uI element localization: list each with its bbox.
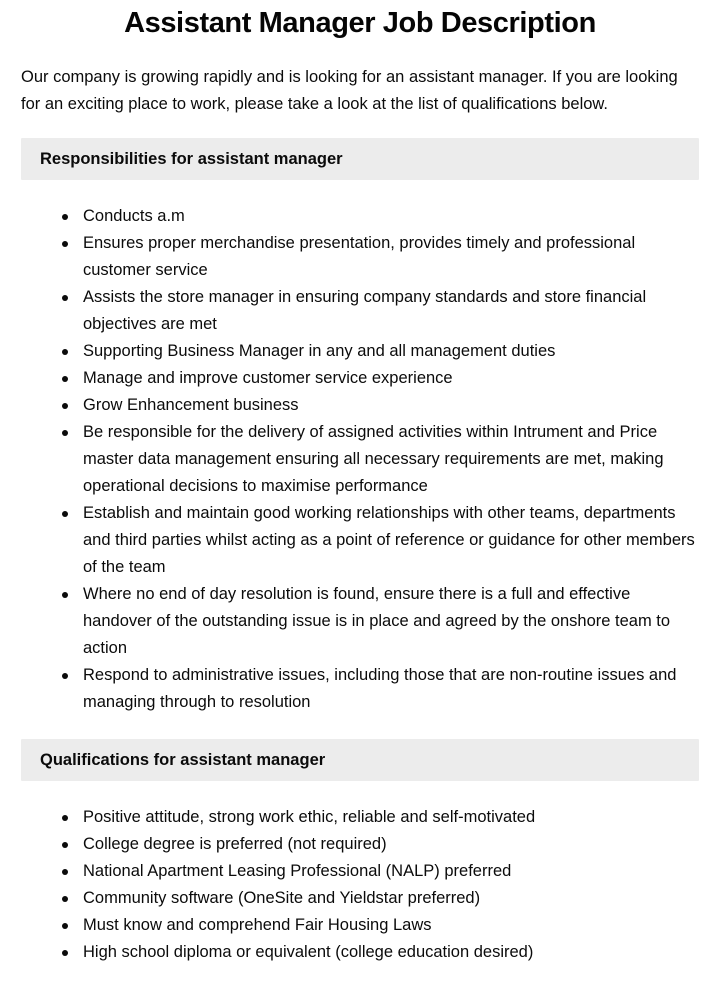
responsibilities-item: Manage and improve customer service experience (62, 365, 699, 392)
responsibilities-item: Where no end of day resolution is found, ensure there is a full and effective handover of the outstanding issue is in place and agreed by the onshore team to action (62, 581, 699, 662)
responsibilities-heading: Responsibilities for assistant manager (40, 149, 343, 168)
qualifications-item: Positive attitude, strong work ethic, reliable and self-motivated (62, 804, 699, 831)
intro-paragraph: Our company is growing rapidly and is looking for an assistant manager. If you are looking for an exciting place to work, please take a look at the list of qualifications below. (21, 68, 678, 113)
responsibilities-item: Respond to administrative issues, including those that are non-routine issues and managing through to resolution (62, 662, 699, 716)
responsibilities-list (21, 203, 699, 716)
qualifications-list (21, 804, 699, 966)
responsibilities-item: Ensures proper merchandise presentation, provides timely and professional customer service (62, 230, 699, 284)
qualifications-item: Must know and comprehend Fair Housing Laws (62, 912, 699, 939)
section-header-qualifications (21, 739, 699, 781)
responsibilities-item: Establish and maintain good working relationships with other teams, departments and third parties whilst acting as a point of reference or guidance for other members of the team (62, 500, 699, 581)
responsibilities-item: Supporting Business Manager in any and all management duties (62, 338, 699, 365)
qualifications-item: High school diploma or equivalent (college education desired) (62, 939, 699, 966)
responsibilities-item: Be responsible for the delivery of assigned activities within Intrument and Price master data management ensuring all necessary requirements are met, making operational decisions to maximise performance (62, 419, 699, 500)
responsibilities-item: Conducts a.m (62, 203, 699, 230)
page-title: Assistant Manager Job Description (124, 7, 596, 39)
qualifications-heading: Qualifications for assistant manager (40, 750, 326, 769)
section-header-responsibilities (21, 138, 699, 180)
responsibilities-item: Grow Enhancement business (62, 392, 699, 419)
qualifications-item: National Apartment Leasing Professional (NALP) preferred (62, 858, 699, 885)
responsibilities-item: Assists the store manager in ensuring company standards and store financial objectives are met (62, 284, 699, 338)
qualifications-item: College degree is preferred (not required) (62, 831, 699, 858)
qualifications-item: Community software (OneSite and Yieldstar preferred) (62, 885, 699, 912)
